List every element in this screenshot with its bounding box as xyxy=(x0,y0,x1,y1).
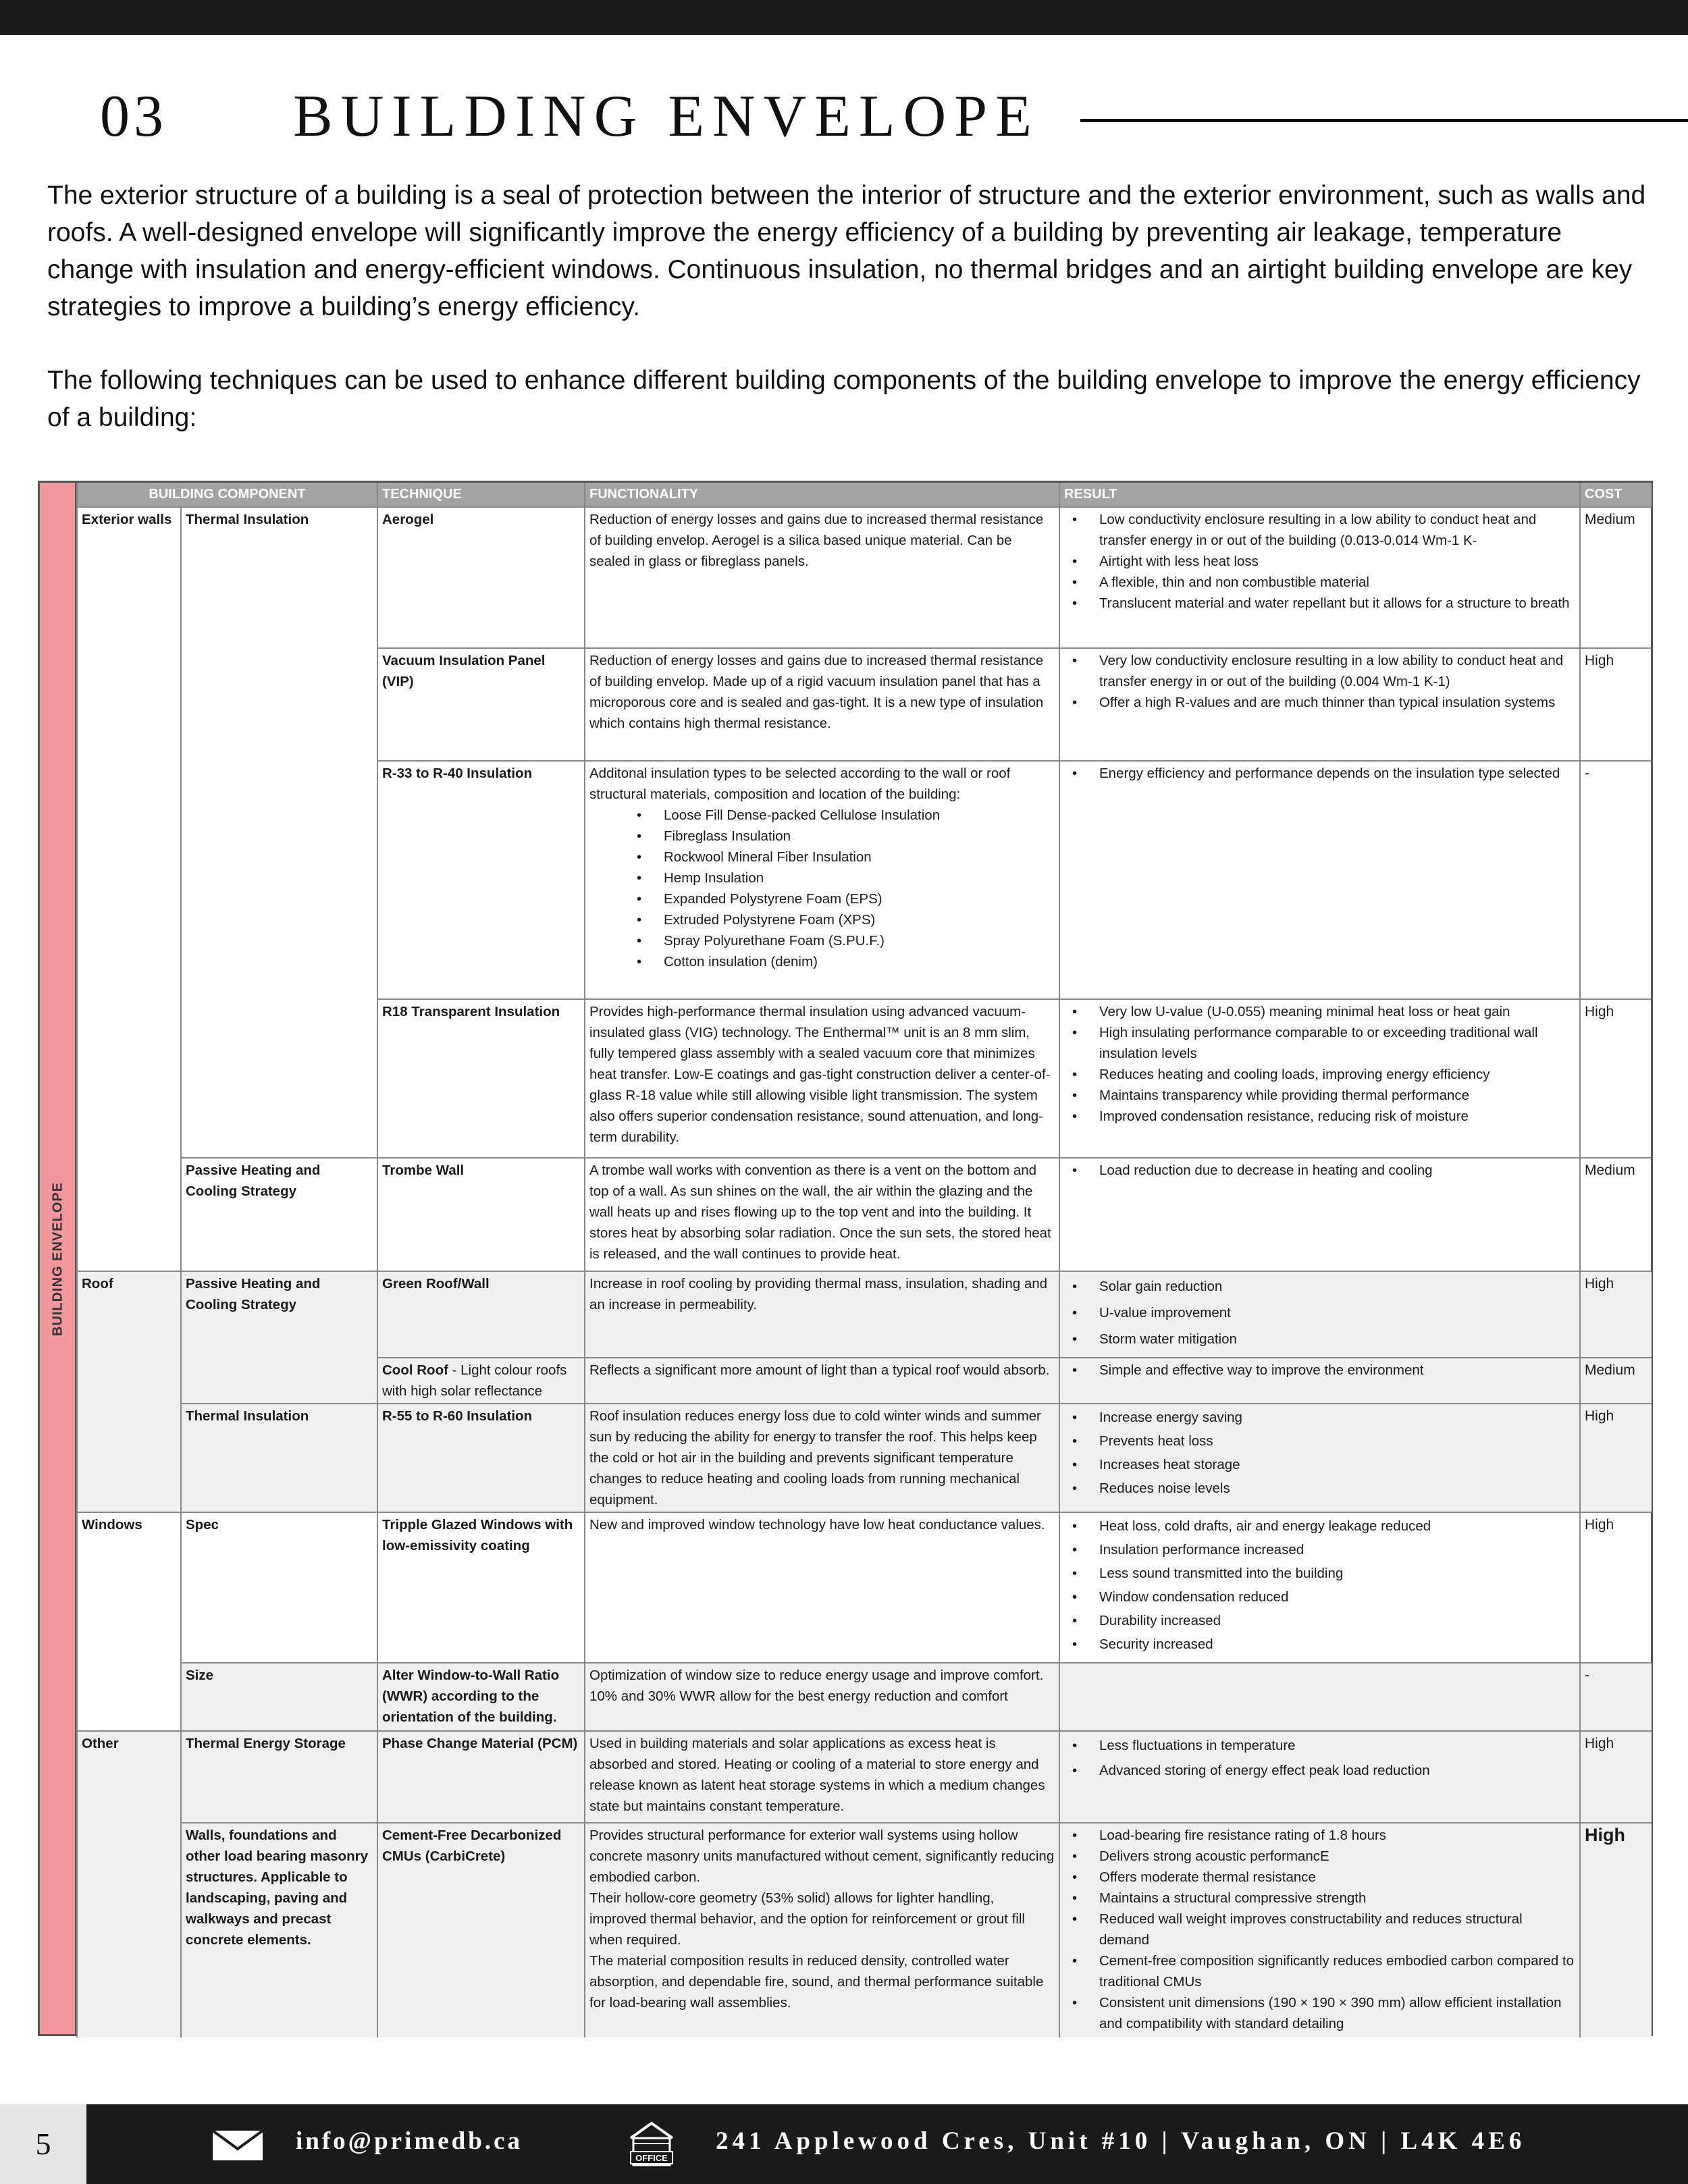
subcomponent-cell: Walls, foundations and other load bearing masonry structures. Applicable to landscaping, paving and walkways and precast concrete elements. xyxy=(181,1823,377,2037)
functionality-cell: Reflects a significant more amount of light than a typical roof would absorb. xyxy=(585,1358,1059,1404)
technique-cell: R-33 to R-40 Insulation xyxy=(377,761,585,999)
result-cell xyxy=(1059,507,1580,648)
table-row xyxy=(77,1823,1652,2037)
footer xyxy=(0,2104,1688,2184)
result-item: • Very low U-value (U-0.055) meaning minimal heat loss or heat gain xyxy=(1064,1001,1575,1022)
technique-cell: R18 Transparent Insulation xyxy=(377,999,585,1158)
functionality-cell xyxy=(585,1823,1059,2037)
cost-cell: Medium xyxy=(1580,507,1652,648)
cost-cell: High xyxy=(1580,1404,1652,1512)
result-item: • Very low conductivity enclosure resulting in a low ability to conduct heat and transfer energy in or out of the building (0.004 Wm-1 K-1) xyxy=(1064,650,1575,692)
intro-paragraph-2: The following techniques can be used to enhance different building components of the building envelope to improve the energy efficiency of a building: xyxy=(47,366,1641,432)
result-item: • Advanced storing of energy effect peak load reduction xyxy=(1064,1758,1575,1783)
email-link[interactable]: info@primedb.ca xyxy=(296,2127,523,2155)
side-label: BUILDING ENVELOPE xyxy=(50,1181,65,1337)
header-building-component: BUILDING COMPONENT xyxy=(77,483,377,507)
technique-cell: Alter Window-to-Wall Ratio (WWR) according to the orientation of the building. xyxy=(377,1663,585,1731)
technique-cell: Green Roof/Wall xyxy=(377,1271,585,1358)
table-header-row xyxy=(77,483,1652,507)
result-item: • Offer a high R-values and are much thinner than typical insulation systems xyxy=(1064,692,1575,713)
subcomponent-cell: Size xyxy=(181,1663,377,1731)
result-item: • Simple and effective way to improve the environment xyxy=(1064,1360,1575,1381)
cost-cell: - xyxy=(1580,1663,1652,1731)
table-row xyxy=(77,1512,1652,1663)
result-item: • Heat loss, cold drafts, air and energy leakage reduced xyxy=(1064,1514,1575,1538)
techniques-table xyxy=(76,483,1652,2037)
technique-cell: Trombe Wall xyxy=(377,1158,585,1271)
technique-name: Cool Roof xyxy=(382,1362,448,1378)
technique-cell: R-55 to R-60 Insulation xyxy=(377,1404,585,1512)
cost-cell: Medium xyxy=(1580,1158,1652,1271)
technique-cell: Aerogel xyxy=(377,507,585,648)
list-item: • Extruded Polystyrene Foam (XPS) xyxy=(630,909,1055,930)
result-cell xyxy=(1059,1158,1580,1271)
functionality-cell: Optimization of window size to reduce energy usage and improve comfort. 10% and 30% WWR allow for the best energy reduction and comfort xyxy=(585,1663,1059,1731)
result-list xyxy=(1064,1273,1575,1352)
result-cell xyxy=(1059,761,1580,999)
result-item: • Low conductivity enclosure resulting in a low ability to conduct heat and transfer energy in or out of the building (0.013-0.014 Wm-1 K- xyxy=(1064,509,1575,551)
result-cell xyxy=(1059,1404,1580,1512)
list-item: • Spray Polyurethane Foam (S.PU.F.) xyxy=(630,930,1055,951)
result-list xyxy=(1064,1514,1575,1656)
result-cell xyxy=(1059,1358,1580,1404)
office-icon xyxy=(627,2121,677,2168)
result-list xyxy=(1064,1825,1575,2033)
cost-cell: High xyxy=(1580,999,1652,1158)
result-cell xyxy=(1059,1731,1580,1823)
result-item: • Increase energy saving xyxy=(1064,1406,1575,1429)
header-functionality: FUNCTIONALITY xyxy=(585,483,1059,507)
list-item: • Rockwool Mineral Fiber Insulation xyxy=(630,847,1055,868)
subcomponent-cell: Thermal Insulation xyxy=(181,507,377,1158)
result-item: • Solar gain reduction xyxy=(1064,1273,1575,1300)
technique-cell: Tripple Glazed Windows with low-emissivity coating xyxy=(377,1512,585,1663)
list-item: • Expanded Polystyrene Foam (EPS) xyxy=(630,888,1055,909)
result-clip xyxy=(1064,1825,1575,2033)
technique-detail: - Light colour roofs with high solar reflectance xyxy=(382,1362,567,1399)
cost-cell: - xyxy=(1580,761,1652,999)
result-item: • Security increased xyxy=(1064,1632,1575,1656)
subcomponent-cell: Spec xyxy=(181,1512,377,1663)
result-cell xyxy=(1059,1512,1580,1663)
result-item: • Reduced wall weight improves constructability and reduces structural demand xyxy=(1064,1909,1575,1950)
building-envelope-table xyxy=(38,481,1653,2036)
component-cell: Other xyxy=(77,1731,181,2037)
top-bar xyxy=(0,0,1688,35)
result-list xyxy=(1064,650,1575,713)
result-item: • Cement-free composition significantly reduces embodied carbon compared to traditional CMUs xyxy=(1064,1950,1575,1992)
functionality-paragraph: Their hollow-core geometry (53% solid) allows for lighter handling, improved thermal behavior, and the option for reinforcement or grout fill when required. xyxy=(589,1890,1025,1948)
functionality-cell: Reduction of energy losses and gains due to increased thermal resistance of building envelop. Aerogel is a silica based unique material. Can be sealed in glass or fibreglass panels. xyxy=(585,507,1059,648)
functionality-cell: Roof insulation reduces energy loss due to cold winter winds and summer sun by reducing the ability for energy to transfer the roof. This helps keep the cold or hot air in the building and prevents significant temperature changes to reduce heating and cooling loads from running mechanical equipment. xyxy=(585,1404,1059,1512)
list-item: • Cotton insulation (denim) xyxy=(630,951,1055,972)
functionality-cell: New and improved window technology have low heat conductance values. xyxy=(585,1512,1059,1663)
office-icon-label: OFFICE xyxy=(635,2153,668,2163)
component-cell: Exterior walls xyxy=(77,507,181,1271)
cost-cell: Medium xyxy=(1580,1358,1652,1404)
result-item: • Reduces heating and cooling loads, improving energy efficiency xyxy=(1064,1064,1575,1085)
functionality-cell: A trombe wall works with convention as there is a vent on the bottom and top of a wall. As sun shines on the wall, the air within the glazing and the wall heats up and rises flowing up to the top vent and into the building. It stores heat by absorbing solar radiation. Once the sun sets, the stored heat is released, and the wall continues to provide heat. xyxy=(585,1158,1059,1271)
address: 241 Applewood Cres, Unit #10 | Vaughan, ON | L4K 4E6 xyxy=(716,2127,1526,2155)
component-cell: Windows xyxy=(77,1512,181,1731)
result-item: • Load-bearing fire resistance rating of 1.8 hours xyxy=(1064,1825,1575,1846)
functionality-paragraph: Provides structural performance for exterior wall systems using hollow concrete masonry units manufactured without cement, significantly reducing embodied carbon. xyxy=(589,1828,1055,1885)
table-row xyxy=(77,507,1652,648)
table-row xyxy=(77,1158,1652,1271)
technique-cell: Vacuum Insulation Panel (VIP) xyxy=(377,648,585,761)
result-item: • Improved condensation resistance, reducing risk of moisture xyxy=(1064,1106,1575,1127)
cost-cell: High xyxy=(1580,1271,1652,1358)
result-list xyxy=(1064,509,1575,614)
table-row xyxy=(77,1404,1652,1512)
result-item: • Less fluctuations in temperature xyxy=(1064,1733,1575,1758)
result-list xyxy=(1064,1160,1575,1181)
result-item: • Reduces noise levels xyxy=(1064,1476,1575,1500)
result-item: • Prevents heat loss xyxy=(1064,1429,1575,1453)
list-item: • Hemp Insulation xyxy=(630,868,1055,888)
list-item: • Loose Fill Dense-packed Cellulose Insulation xyxy=(630,805,1055,826)
functionality-cell: Increase in roof cooling by providing thermal mass, insulation, shading and an increase in permeability. xyxy=(585,1271,1059,1358)
functionality-cell: Reduction of energy losses and gains due to increased thermal resistance of building envelop. Made up of a rigid vacuum insulation panel that has a microporous core and is sealed and gas-tight. It is a new type of insulation which contains high thermal resistance. xyxy=(585,648,1059,761)
list-item: • Fibreglass Insulation xyxy=(630,826,1055,847)
result-item: • Durability increased xyxy=(1064,1609,1575,1632)
insulation-types-list xyxy=(589,805,1055,972)
functionality-cell: Used in building materials and solar applications as excess heat is absorbed and stored. Heating or cooling of a material to store energy and release known as latent heat storage systems in which a medium changes state but maintains constant temperature. xyxy=(585,1731,1059,1823)
table-row xyxy=(77,1663,1652,1731)
page-number-box xyxy=(0,2104,86,2184)
section-number: 03 xyxy=(100,84,167,149)
result-item: • Delivers strong acoustic performancE xyxy=(1064,1846,1575,1867)
side-strip xyxy=(40,483,76,2034)
result-item: • Increases heat storage xyxy=(1064,1453,1575,1476)
intro-paragraph-1: The exterior structure of a building is a seal of protection between the interior of structure and the exterior environment, such as walls and roofs. A well-designed envelope will significantly improve the energy efficiency of a building by preventing air leakage, temperature change with insulation and energy-efficient windows. Continuous insulation, no thermal bridges and an airtight building envelope are key strategies to improve a building’s energy efficiency. xyxy=(47,181,1646,321)
result-item: • Energy efficiency and performance depends on the insulation type selected xyxy=(1064,763,1575,784)
page-title: BUILDING ENVELOPE xyxy=(293,84,1040,149)
result-item: • High insulating performance comparable to or exceeding traditional wall insulation levels xyxy=(1064,1022,1575,1064)
result-item: • Storm water mitigation xyxy=(1064,1326,1575,1352)
result-item: • Maintains a structural compressive strength xyxy=(1064,1888,1575,1909)
functionality-paragraph: The material composition results in reduced density, controlled water absorption, and dependable fire, sound, and thermal performance suitable for load-bearing wall assemblies. xyxy=(589,1953,1044,2010)
component-cell: Roof xyxy=(77,1271,181,1512)
subcomponent-cell: Thermal Insulation xyxy=(181,1404,377,1512)
result-cell xyxy=(1059,1663,1580,1731)
table-row xyxy=(77,1731,1652,1823)
header-cost: COST xyxy=(1580,483,1652,507)
cost-cell: High xyxy=(1580,648,1652,761)
result-item: • Less sound transmitted into the building xyxy=(1064,1562,1575,1585)
title-rule xyxy=(1080,119,1688,122)
technique-cell xyxy=(377,1358,585,1404)
result-cell xyxy=(1059,1271,1580,1358)
result-item: • Insulation performance increased xyxy=(1064,1538,1575,1562)
cost-cell: High xyxy=(1580,1731,1652,1823)
result-cell xyxy=(1059,999,1580,1158)
cost-cell: High xyxy=(1580,1823,1652,2037)
functionality-intro: Additonal insulation types to be selected according to the wall or roof structural materials, composition and location of the building: xyxy=(589,766,1011,802)
subcomponent-cell: Passive Heating and Cooling Strategy xyxy=(181,1271,377,1404)
page-number: 5 xyxy=(35,2127,51,2161)
result-cell xyxy=(1059,1823,1580,2037)
result-item: • Consistent unit dimensions (190 × 190 × 390 mm) allow efficient installation and compatibility with standard detailing xyxy=(1064,1992,1575,2033)
result-item: • Maintains transparency while providing thermal performance xyxy=(1064,1085,1575,1106)
functionality-cell: Provides high-performance thermal insulation using advanced vacuum-insulated glass (VIG) technology. The Enthermal™ unit is an 8 mm slim, fully tempered glass assembly with a sealed vacuum core that minimizes heat transfer. Low-E coatings and gas-tight construction deliver a center-of-glass R-18 value while still allowing visible light transmission. The system also offers superior condensation resistance, sound attenuation, and long-term durability. xyxy=(585,999,1059,1158)
table-row xyxy=(77,1271,1652,1358)
cost-cell: High xyxy=(1580,1512,1652,1663)
section-header xyxy=(0,76,1688,150)
technique-cell: Cement-Free Decarbonized CMUs (CarbiCrete) xyxy=(377,1823,585,2037)
result-list xyxy=(1064,763,1575,784)
technique-cell: Phase Change Material (PCM) xyxy=(377,1731,585,1823)
result-item: • Offers moderate thermal resistance xyxy=(1064,1867,1575,1888)
result-item: • A flexible, thin and non combustible material xyxy=(1064,572,1575,593)
result-item: • U-value improvement xyxy=(1064,1300,1575,1326)
result-item: • Window condensation reduced xyxy=(1064,1585,1575,1609)
result-item: • Load reduction due to decrease in heating and cooling xyxy=(1064,1160,1575,1181)
header-technique: TECHNIQUE xyxy=(377,483,585,507)
result-list xyxy=(1064,1733,1575,1783)
result-item: • Translucent material and water repellant but it allows for a structure to breath xyxy=(1064,593,1575,614)
result-list xyxy=(1064,1360,1575,1381)
result-item: • Airtight with less heat loss xyxy=(1064,551,1575,572)
header-result: RESULT xyxy=(1059,483,1580,507)
mail-icon xyxy=(212,2130,263,2161)
subcomponent-cell: Thermal Energy Storage xyxy=(181,1731,377,1823)
result-cell xyxy=(1059,648,1580,761)
result-list xyxy=(1064,1406,1575,1500)
functionality-cell xyxy=(585,761,1059,999)
subcomponent-cell: Passive Heating and Cooling Strategy xyxy=(181,1158,377,1271)
result-list xyxy=(1064,1001,1575,1127)
